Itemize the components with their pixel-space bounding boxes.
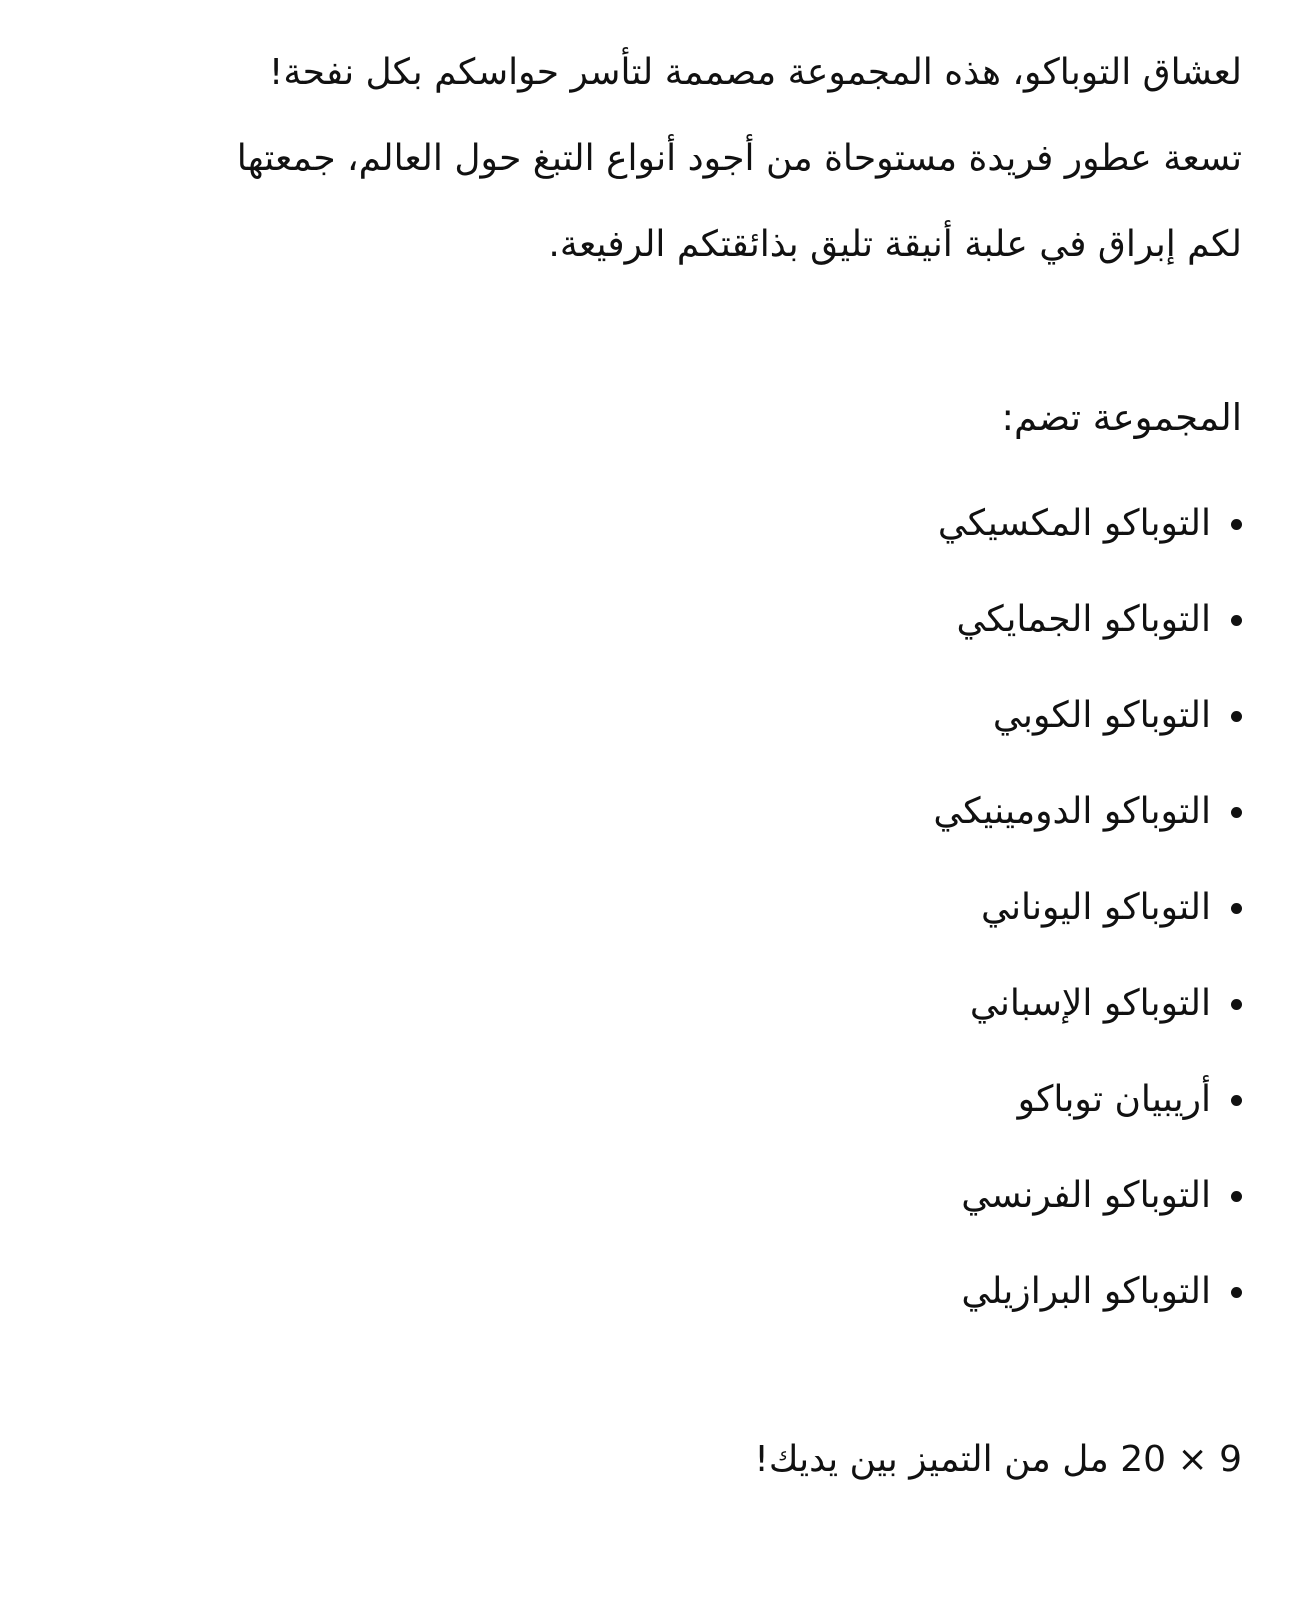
list-item	[933, 1052, 1242, 1148]
list-item-label: التوباكو الإسباني	[969, 983, 1211, 1024]
list-item	[933, 860, 1242, 956]
list-item-label: التوباكو الدومينيكي	[933, 791, 1211, 832]
bullet-icon	[1231, 1095, 1242, 1106]
list-item	[933, 1148, 1242, 1244]
list-item-label: التوباكو الفرنسي	[961, 1175, 1211, 1216]
list-item-label: التوباكو الكوبي	[992, 695, 1211, 736]
footer-text: 9 × 20 مل من التميز بين يديك!	[754, 1439, 1242, 1480]
bullet-icon	[1231, 615, 1242, 626]
bullet-icon	[1231, 519, 1242, 530]
list-item	[933, 956, 1242, 1052]
list-item	[933, 572, 1242, 668]
intro-line-3: لكم إبراق في علبة أنيقة تليق بذائقتكم الرفيعة.	[548, 224, 1242, 265]
list-item-label: التوباكو المكسيكي	[937, 503, 1211, 544]
bullet-icon	[1231, 903, 1242, 914]
intro-paragraph	[40, 30, 1242, 288]
intro-line-2: تسعة عطور فريدة مستوحاة من أجود أنواع التبغ حول العالم، جمعتها	[236, 138, 1242, 179]
list-item	[933, 764, 1242, 860]
list-item-label: أريبيان توباكو	[1017, 1079, 1211, 1120]
bullet-icon	[1231, 1287, 1242, 1298]
list-item-label: التوباكو اليوناني	[980, 887, 1211, 928]
collection-heading: المجموعة تضم:	[1001, 396, 1242, 439]
list-item	[933, 668, 1242, 764]
bullet-icon	[1231, 1191, 1242, 1202]
bullet-icon	[1231, 807, 1242, 818]
bullet-icon	[1231, 711, 1242, 722]
list-item	[933, 1244, 1242, 1340]
list-item	[933, 476, 1242, 572]
intro-line-1: لعشاق التوباكو، هذه المجموعة مصممة لتأسر حواسكم بكل نفحة!	[268, 52, 1242, 93]
collection-list	[933, 476, 1242, 1340]
list-item-label: التوباكو الجمايكي	[956, 599, 1211, 640]
bullet-icon	[1231, 999, 1242, 1010]
list-item-label: التوباكو البرازيلي	[961, 1271, 1211, 1312]
